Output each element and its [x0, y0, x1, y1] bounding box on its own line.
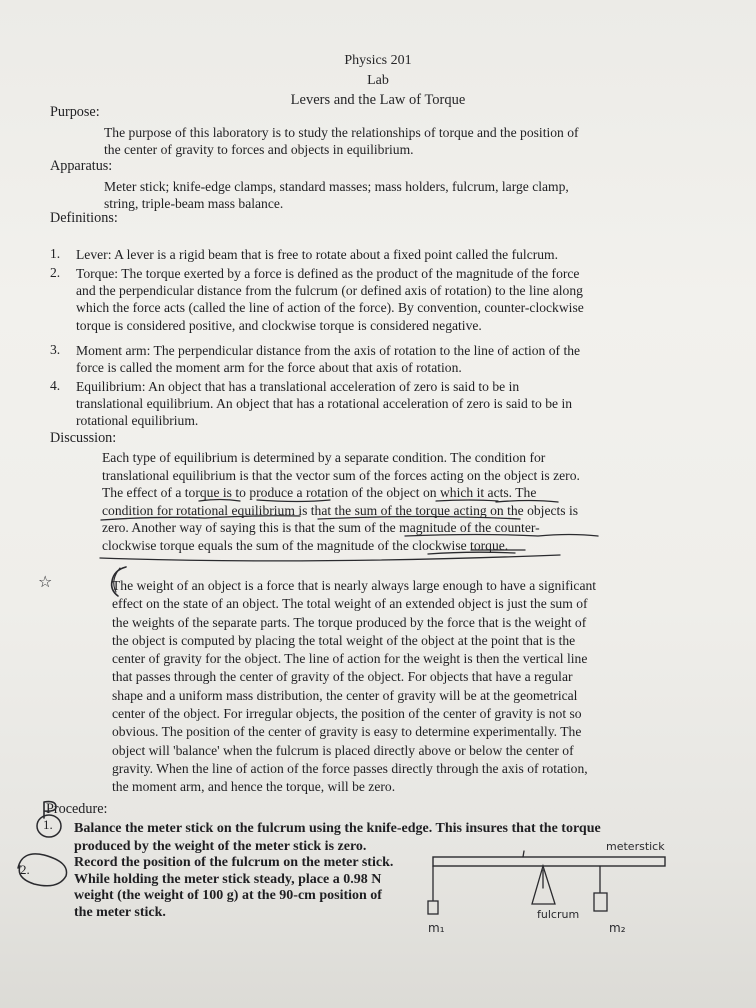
definition-line: torque is considered positive, and clockwise torque is considered negative.	[76, 317, 482, 333]
definition-line: and the perpendicular distance from the fulcrum (or defined axis of rotation) to the line along	[76, 283, 583, 299]
star-annotation: ☆	[38, 572, 53, 591]
underline-produce-rotation	[257, 500, 330, 502]
document-type: Lab	[367, 73, 389, 88]
definition-line: Moment arm: The perpendicular distance from the axis of rotation to the line of action of the	[76, 343, 581, 358]
definition-line: force is called the moment arm for the force about that axis of rotation.	[76, 360, 462, 376]
discussion-line: the weights of the separate parts. The torque produced by the force that is the weight of	[112, 614, 587, 630]
discussion-line: The effect of a torque is to produce a rotation of the object on which it acts. The	[102, 485, 537, 500]
underline-magnitude	[405, 535, 598, 537]
circle-step-2	[18, 854, 67, 886]
left-mass-m1	[428, 901, 438, 914]
discussion-line: shape and a uniform mass distribution, the center of gravity will be at the geometrical	[112, 687, 578, 703]
apparatus-heading: Apparatus:	[50, 158, 113, 174]
meterstick-tick	[523, 851, 524, 857]
definition-line: which the force acts (called the line of action of the force). By convention, counter-clockwise	[76, 300, 584, 316]
discussion-line: The weight of an object is a force that is nearly always large enough to have a significant	[112, 578, 597, 593]
discussion-line: zero. Another way of saying this is that the sum of the magnitude of the counter-	[102, 520, 540, 535]
definitions-heading: Definitions:	[50, 210, 118, 226]
discussion-line: center of gravity for the object. The line of action for the weight is then the vertical line	[112, 651, 588, 667]
underline-sum-of-torque	[318, 517, 520, 520]
discussion-line: gravity. When the line of action of the force passes directly through the axis of rotation,	[112, 760, 588, 776]
discussion-line: Each type of equilibrium is determined by a separate condition. The condition for	[102, 450, 546, 465]
meterstick-label: meterstick	[606, 840, 665, 853]
discussion-line: obvious. The position of the center of gravity is easy to determine experimentally. The	[112, 724, 582, 740]
lab-title: Levers and the Law of Torque	[290, 92, 466, 108]
purpose-line: The purpose of this laboratory is to study the relationships of torque and the position of	[104, 125, 579, 140]
procedure-line: weight (the weight of 100 g) at the 90-cm position of	[74, 888, 382, 903]
definition-number: 4.	[50, 378, 61, 393]
underline-long	[100, 555, 560, 561]
definition-line: Torque: The torque exerted by a force is defined as the product of the magnitude of the force	[76, 266, 580, 281]
discussion-line: condition for rotational equilibrium is that the sum of the torque acting on the objects is	[102, 502, 579, 518]
discussion-line: object will 'balance' when the fulcrum is placed directly above or below the center of	[112, 742, 574, 758]
definition-number: 1.	[50, 246, 61, 261]
underline-rotational-equilibrium	[101, 516, 300, 520]
m2-label: m₂	[609, 921, 626, 935]
discussion-line: center of the object. For irregular objects, the position of the center of gravity is not so	[112, 706, 582, 722]
definition-number: 3.	[50, 342, 61, 357]
discussion-line: translational equilibrium is that the vector sum of the forces acting on the object is zero.	[102, 467, 580, 483]
purpose-line: the center of gravity to forces and objects in equilibrium.	[104, 142, 414, 158]
definition-line: rotational equilibrium.	[76, 413, 199, 429]
step-number: 1.	[43, 817, 53, 832]
fulcrum-label: fulcrum	[537, 908, 580, 921]
procedure-line: the meter stick.	[74, 904, 166, 920]
discussion-line: effect on the state of an object. The total weight of an extended object is just the sum of	[112, 596, 588, 612]
definition-number: 2.	[50, 265, 61, 280]
procedure-heading: Procedure:	[46, 801, 108, 817]
discussion-heading: Discussion:	[50, 430, 117, 446]
apparatus-line: Meter stick; knife-edge clamps, standard masses; mass holders, fulcrum, large clamp,	[104, 179, 569, 194]
underline-object	[436, 500, 498, 501]
discussion-line: clockwise torque equals the sum of the magnitude of the clockwise torque.	[102, 537, 509, 553]
discussion-line: the object is computed by placing the total weight of the object at the point that is the	[112, 632, 576, 648]
meterstick-diagram	[433, 857, 665, 866]
apparatus-line: string, triple-beam mass balance.	[104, 196, 284, 212]
step-number: 2.	[20, 862, 30, 877]
definition-line: Lever: A lever is a rigid beam that is free to rotate about a fixed point called the fulcrum.	[76, 247, 559, 262]
m1-label: m₁	[428, 921, 445, 935]
procedure-line: Record the position of the fulcrum on the meter stick.	[74, 855, 394, 870]
underline-clockwise	[428, 552, 515, 554]
definition-line: translational equilibrium. An object that has a rotational acceleration of zero is said to be in	[76, 396, 573, 412]
course-title: Physics 201	[344, 53, 412, 68]
purpose-heading: Purpose:	[50, 104, 100, 120]
procedure-line: Balance the meter stick on the fulcrum using the knife-edge. This insures that the torque	[74, 821, 601, 836]
discussion-line: that passes through the center of gravity of the object. For objects that have a regular	[112, 669, 573, 685]
circle-step-1	[37, 815, 61, 837]
procedure-line: While holding the meter stick steady, place a 0.98 N	[74, 871, 382, 887]
underline-which-it-acts	[496, 501, 558, 503]
procedure-line: produced by the weight of the meter stick is zero.	[74, 838, 367, 854]
right-mass-m2	[594, 893, 607, 911]
definition-line: Equilibrium: An object that has a translational acceleration of zero is said to be in	[76, 379, 520, 394]
discussion-line: the moment arm, and hence the torque, will be zero.	[112, 779, 396, 795]
underline-torque	[199, 500, 240, 502]
